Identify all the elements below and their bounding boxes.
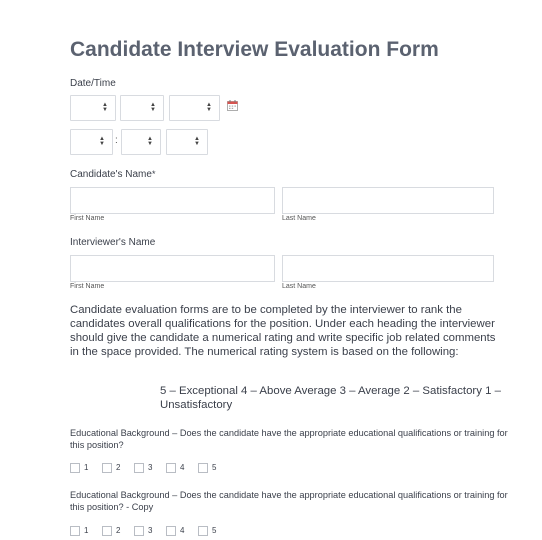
month-select[interactable] bbox=[70, 95, 116, 121]
year-select[interactable] bbox=[169, 95, 220, 121]
question-1: Educational Background – Does the candidate have the appropriate educational qualifications or training for this position? bbox=[70, 428, 508, 450]
ampm-select[interactable] bbox=[166, 129, 208, 155]
question-2-option-3[interactable] bbox=[134, 522, 152, 534]
datetime-label: Date/Time bbox=[70, 78, 116, 89]
checkbox[interactable] bbox=[102, 526, 112, 536]
up-down-arrows-icon: ▲ ▼ bbox=[102, 102, 108, 113]
option-label: 5 bbox=[212, 526, 217, 536]
required-marker: * bbox=[151, 169, 156, 179]
up-down-arrows-icon: ▲ ▼ bbox=[206, 102, 212, 113]
question-2: Educational Background – Does the candidate have the appropriate educational qualifications or training for this position? - Copy bbox=[70, 490, 508, 512]
interviewer-first-name-sublabel: First Name bbox=[70, 283, 105, 290]
day-select[interactable] bbox=[120, 95, 164, 121]
question-2-option-1[interactable] bbox=[70, 522, 88, 534]
question-1-option-5[interactable] bbox=[198, 459, 216, 471]
option-label: 1 bbox=[84, 526, 89, 536]
question-2-option-2[interactable] bbox=[102, 522, 120, 534]
option-label: 4 bbox=[180, 463, 185, 473]
option-label: 5 bbox=[212, 463, 217, 473]
up-down-arrows-icon: ▲ ▼ bbox=[147, 136, 153, 147]
checkbox[interactable] bbox=[134, 526, 144, 536]
up-down-arrows-icon: ▲ ▼ bbox=[150, 102, 156, 113]
time-separator: : bbox=[115, 135, 118, 146]
interviewer-name-label: Interviewer's Name bbox=[70, 237, 156, 248]
checkbox[interactable] bbox=[198, 463, 208, 473]
candidate-name-label bbox=[70, 169, 155, 180]
checkbox[interactable] bbox=[166, 526, 176, 536]
candidate-name-label-text: Candidate's Name bbox=[70, 169, 152, 180]
candidate-first-name-input[interactable] bbox=[70, 187, 275, 214]
question-1-option-2[interactable] bbox=[102, 459, 120, 471]
calendar-icon[interactable] bbox=[227, 100, 238, 111]
option-label: 2 bbox=[116, 463, 121, 473]
checkbox[interactable] bbox=[134, 463, 144, 473]
option-label: 1 bbox=[84, 463, 89, 473]
candidate-last-name-sublabel: Last Name bbox=[282, 215, 316, 222]
candidate-last-name-input[interactable] bbox=[282, 187, 494, 214]
candidate-first-name-sublabel: First Name bbox=[70, 215, 105, 222]
minute-select[interactable] bbox=[121, 129, 161, 155]
rating-scale-text: 5 – Exceptional 4 – Above Average 3 – Average 2 – Satisfactory 1 – Unsatisfactory bbox=[160, 385, 501, 411]
checkbox[interactable] bbox=[198, 526, 208, 536]
option-label: 4 bbox=[180, 526, 185, 536]
question-1-option-4[interactable] bbox=[166, 459, 184, 471]
checkbox[interactable] bbox=[70, 526, 80, 536]
instructions-text: Candidate evaluation forms are to be completed by the interviewer to rank the candidates overall qualifications for the position. Under each heading the interviewer should give the candidate a numerical rating and write specific job related comments in the space provided. The numerical rating system is based on the following: bbox=[70, 304, 496, 358]
question-2-option-5[interactable] bbox=[198, 522, 216, 534]
option-label: 3 bbox=[148, 526, 153, 536]
question-2-option-4[interactable] bbox=[166, 522, 184, 534]
checkbox[interactable] bbox=[102, 463, 112, 473]
interviewer-first-name-input[interactable] bbox=[70, 255, 275, 282]
checkbox[interactable] bbox=[166, 463, 176, 473]
hour-select[interactable] bbox=[70, 129, 113, 155]
checkbox[interactable] bbox=[70, 463, 80, 473]
form-title: Candidate Interview Evaluation Form bbox=[70, 38, 439, 61]
question-1-option-3[interactable] bbox=[134, 459, 152, 471]
option-label: 2 bbox=[116, 526, 121, 536]
interviewer-last-name-input[interactable] bbox=[282, 255, 494, 282]
option-label: 3 bbox=[148, 463, 153, 473]
up-down-arrows-icon: ▲ ▼ bbox=[99, 136, 105, 147]
up-down-arrows-icon: ▲ ▼ bbox=[194, 136, 200, 147]
interviewer-last-name-sublabel: Last Name bbox=[282, 283, 316, 290]
question-1-option-1[interactable] bbox=[70, 459, 88, 471]
